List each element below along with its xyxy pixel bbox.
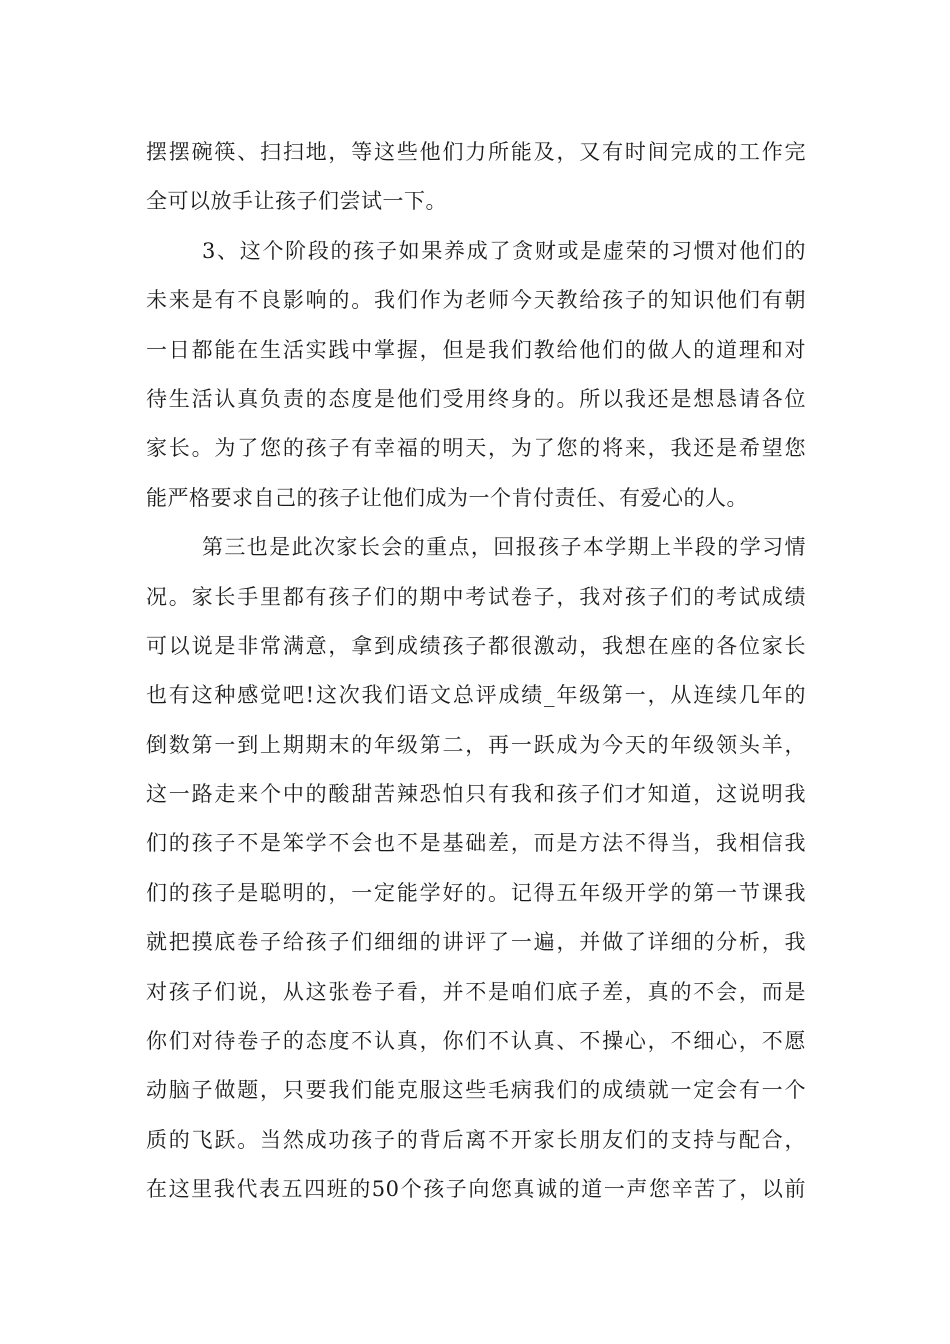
- document-body: [146, 128, 806, 1215]
- text-line: 一日都能在生活实践中掌握，但是我们教给他们的做人的道理和对: [146, 337, 806, 362]
- paragraph: [146, 523, 806, 1214]
- text-line: 摆摆碗筷、扫扫地，等这些他们力所能及，又有时间完成的工作完: [146, 140, 806, 164]
- text-line: 动脑子做题，只要我们能克服这些毛病我们的成绩就一定会有一个: [146, 1078, 806, 1103]
- text-line: 家长。为了您的孩子有幸福的明天，为了您的将来，我还是希望您: [146, 436, 806, 461]
- text-line: 也有这种感觉吧!这次我们语文总评成绩_年级第一，从连续几年的: [146, 683, 806, 708]
- text-line: 能严格要求自己的孩子让他们成为一个肯付责任、有爱心的人。: [146, 485, 748, 510]
- text-line: 可以说是非常满意，拿到成绩孩子都很激动，我想在座的各位家长: [146, 633, 806, 658]
- text-line: 未来是有不良影响的。我们作为老师今天教给孩子的知识他们有朝: [146, 288, 806, 313]
- text-line: 3、这个阶段的孩子如果养成了贪财或是虚荣的习惯对他们的: [202, 238, 806, 263]
- text-line: 第三也是此次家长会的重点，回报孩子本学期上半段的学习情: [202, 535, 806, 560]
- paragraph: [146, 128, 806, 227]
- text-line: 你们对待卷子的态度不认真，你们不认真、不操心，不细心，不愿: [146, 1029, 806, 1054]
- text-line: 们的孩子是聪明的，一定能学好的。记得五年级开学的第一节课我: [146, 880, 806, 905]
- text-line: 质的飞跃。当然成功孩子的背后离不开家长朋友们的支持与配合，: [146, 1127, 806, 1152]
- paragraph: [146, 227, 806, 523]
- text-line: 这一路走来个中的酸甜苦辣恐怕只有我和孩子们才知道，这说明我: [146, 782, 806, 807]
- text-line: 全可以放手让孩子们尝试一下。: [146, 189, 447, 214]
- text-line: 在这里我代表五四班的50个孩子向您真诚的道一声您辛苦了，以前: [146, 1177, 806, 1202]
- text-line: 待生活认真负责的态度是他们受用终身的。所以我还是想恳请各位: [146, 386, 806, 411]
- text-line: 们的孩子不是笨学不会也不是基础差，而是方法不得当，我相信我: [146, 831, 806, 856]
- text-line: 倒数第一到上期期末的年级第二，再一跃成为今天的年级领头羊，: [146, 732, 806, 757]
- text-line: 就把摸底卷子给孩子们细细的讲评了一遍，并做了详细的分析，我: [146, 930, 806, 955]
- text-line: 况。家长手里都有孩子们的期中考试卷子，我对孩子们的考试成绩: [146, 584, 806, 609]
- text-line: 对孩子们说，从这张卷子看，并不是咱们底子差，真的不会，而是: [146, 979, 806, 1004]
